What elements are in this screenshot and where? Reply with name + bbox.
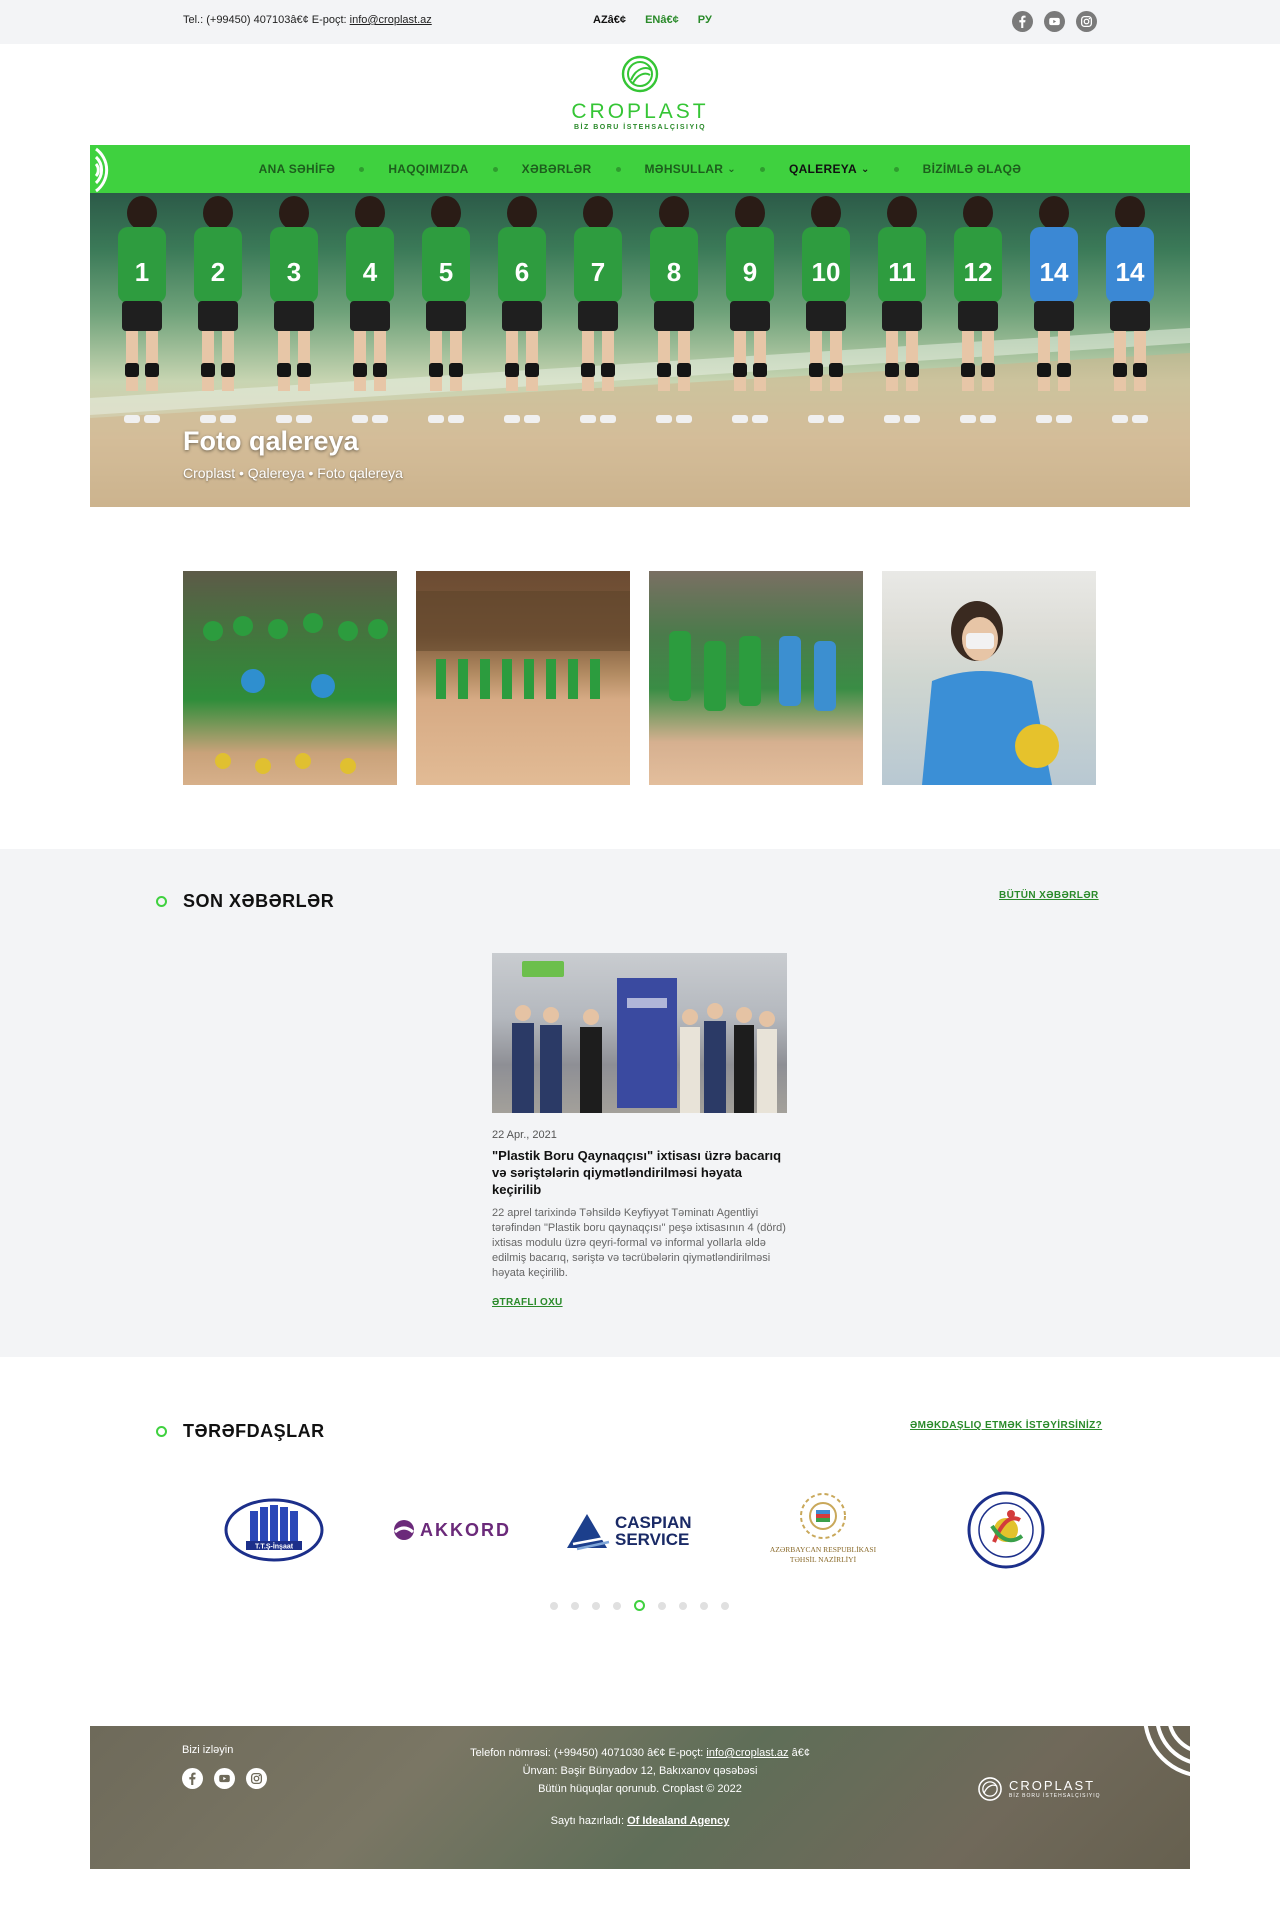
chevron-down-icon: ⌄ <box>860 163 870 175</box>
partner-logo-text: AKKORD <box>420 1520 512 1540</box>
footer-logo[interactable] <box>977 1776 1101 1802</box>
footer-brand: CROPLAST <box>1009 1778 1096 1793</box>
jersey-number: 2 <box>210 257 226 287</box>
youtube-icon[interactable] <box>1044 11 1065 32</box>
nav-item-label: QALEREYA <box>788 162 857 176</box>
ring-bullet-icon <box>156 1426 167 1437</box>
section-title: SON XƏBƏRLƏR <box>183 891 335 911</box>
email-link[interactable]: info@croplast.az <box>349 14 432 26</box>
follow-us-label: Bizi izləyin <box>182 1744 234 1756</box>
site-footer <box>90 1726 1190 1869</box>
partner-logo-caspian-service[interactable] <box>549 1480 732 1580</box>
partner-logo-subtext: TƏHSİL NAZİRLİYİ <box>789 1555 856 1564</box>
gallery-photo-team-huddle[interactable] <box>649 571 863 785</box>
agency-link[interactable]: Of Idealand Agency <box>627 1815 730 1827</box>
nav-item-label: ANA SƏHİFƏ <box>258 162 336 176</box>
footer-contact-info <box>350 1744 930 1830</box>
facebook-icon[interactable] <box>1012 11 1033 32</box>
news-headline[interactable]: "Plastik Boru Qaynaqçısı" ixtisası üzrə bacarıq və səriştələrin qiymətləndirilməsi həyata keçirilib <box>492 1148 782 1197</box>
jersey-number: 4 <box>362 257 378 287</box>
jersey-number: 11 <box>888 257 916 287</box>
nav-item-about[interactable] <box>388 162 468 176</box>
pagination-dot[interactable] <box>550 1602 558 1610</box>
partners-header <box>156 1421 325 1442</box>
top-bar <box>0 0 1280 44</box>
partners-pagination <box>550 1600 729 1611</box>
facebook-icon[interactable] <box>182 1768 203 1789</box>
jersey-number: 6 <box>514 257 530 287</box>
news-excerpt: 22 aprel tarixində Təhsildə Keyfiyyət Təminatı Agentliyi tərəfindən "Plastik boru qaynaqçısı" peşə ixtisasının 4 (dörd) ixtisas modulu üzrə qeyri-formal və informal yollarla əldə edilmiş bacarıq, səriştə və təcrübələrin qiymətləndirilməsi həyata keçirilib. <box>492 1207 786 1279</box>
partners-carousel <box>183 1480 1097 1580</box>
partner-logo-akkord[interactable] <box>366 1480 549 1580</box>
youtube-icon[interactable] <box>214 1768 235 1789</box>
photo-gallery <box>183 571 1097 785</box>
nav-item-gallery[interactable] <box>789 162 870 176</box>
jersey-number: 12 <box>963 257 993 287</box>
news-date: 22 Apr., 2021 <box>492 1129 557 1141</box>
nav-separator <box>616 167 621 172</box>
footer-address: Ünvan: Bəşir Bünyadov 12, Bakıxanov qəsəbəsi <box>522 1765 758 1777</box>
nav-separator <box>760 167 765 172</box>
nav-item-label: BİZİMLƏ ƏLAQƏ <box>922 162 1022 176</box>
nav-item-contact[interactable] <box>923 162 1022 176</box>
news-card-image[interactable] <box>492 953 787 1113</box>
all-news-link[interactable]: BÜTÜN XƏBƏRLƏR <box>999 890 1099 901</box>
lang-en[interactable]: ENâ€¢ <box>645 14 679 26</box>
nav-list <box>90 145 1190 193</box>
news-card[interactable] <box>492 953 787 1310</box>
hero-title: Foto qalereya <box>183 426 359 456</box>
hero-player <box>118 196 166 423</box>
partner-logo-subtext: SERVICE <box>614 1530 690 1549</box>
footer-email-link[interactable]: info@croplast.az <box>706 1747 789 1759</box>
contact-info <box>183 14 432 26</box>
logo-brand: CROPLAST <box>571 100 709 123</box>
lang-ru[interactable]: РУ <box>697 14 712 26</box>
social-links <box>1012 11 1097 32</box>
pagination-dot-active[interactable] <box>634 1600 645 1611</box>
hero-player <box>498 196 546 423</box>
instagram-icon[interactable] <box>1076 11 1097 32</box>
partner-logo-volleyball-federation[interactable] <box>914 1480 1097 1580</box>
footer-credits-label: Saytı hazırladı: <box>550 1815 624 1827</box>
jersey-number: 14 <box>1115 257 1145 287</box>
breadcrumb: Croplast • Qalereya • Foto qalereya <box>183 465 403 481</box>
footer-credits <box>350 1812 930 1830</box>
jersey-number: 9 <box>742 257 758 287</box>
jersey-number: 8 <box>666 257 682 287</box>
gallery-photo-team-celebration[interactable] <box>183 571 397 785</box>
chevron-down-icon: ⌄ <box>727 163 736 175</box>
nav-item-home[interactable] <box>259 162 336 176</box>
jersey-number: 1 <box>134 257 150 287</box>
footer-corner-arc-decoration <box>1135 1726 1190 1786</box>
pagination-dot[interactable] <box>658 1602 666 1610</box>
section-title: TƏRƏFDAŞLAR <box>183 1421 325 1441</box>
news-header <box>156 891 334 912</box>
footer-social-links <box>182 1768 267 1789</box>
footer-email-suffix: â€¢ <box>791 1747 810 1759</box>
instagram-icon[interactable] <box>246 1768 267 1789</box>
jersey-number: 7 <box>590 257 606 287</box>
nav-item-label: XƏBƏRLƏR <box>521 162 592 176</box>
partner-logo-text: T.T.Ş-İnşaat <box>255 1543 294 1551</box>
nav-item-label: MƏHSULLAR <box>644 162 724 176</box>
site-logo[interactable] <box>560 54 720 134</box>
jersey-number: 10 <box>811 257 841 287</box>
nav-item-news[interactable] <box>522 162 592 176</box>
partner-logo-tts-insaat[interactable] <box>183 1480 366 1580</box>
partner-logo-education-ministry[interactable] <box>731 1480 914 1580</box>
pagination-dot[interactable] <box>721 1602 729 1610</box>
footer-phone-line <box>350 1744 930 1762</box>
read-more-link[interactable]: ƏTRAFLI OXU <box>492 1297 563 1308</box>
hero-team-photo <box>90 193 1190 507</box>
footer-copyright: Bütün hüquqlar qorunub. Croplast © 2022 <box>538 1783 742 1795</box>
contact-text: Tel.: (+99450) 407103â€¢ E-poçt: <box>183 14 347 26</box>
language-switcher <box>593 14 728 26</box>
news-section <box>0 849 1280 1357</box>
pagination-dot[interactable] <box>592 1602 600 1610</box>
nav-separator <box>359 167 364 172</box>
pagination-dot[interactable] <box>679 1602 687 1610</box>
jersey-number: 3 <box>286 257 302 287</box>
croplast-logo-mark <box>977 1776 1003 1802</box>
main-nav <box>90 145 1190 193</box>
pagination-dot[interactable] <box>613 1602 621 1610</box>
ring-bullet-icon <box>156 896 167 907</box>
jersey-number: 14 <box>1039 257 1069 287</box>
pagination-dot[interactable] <box>700 1602 708 1610</box>
nav-item-label: HAQQIMIZDA <box>388 162 469 176</box>
partner-logo-text: AZƏRBAYCAN RESPUBLİKASI <box>769 1545 876 1554</box>
gallery-photo-player-14[interactable] <box>882 571 1096 785</box>
partner-logo-text: CASPIAN <box>614 1513 692 1532</box>
pagination-dot[interactable] <box>571 1602 579 1610</box>
logo-tagline: BİZ BORU İSTEHSALÇISIYIQ <box>573 124 707 131</box>
croplast-logo-mark <box>620 54 660 94</box>
footer-phone-text: Telefon nömrəsi: (+99450) 4071030 â€¢ E-poçt: <box>470 1747 704 1759</box>
lang-az[interactable]: AZâ€¢ <box>593 14 627 26</box>
footer-tagline: BİZ BORU İSTEHSALÇISIYIQ <box>1009 1793 1101 1799</box>
footer-logo-text <box>1009 1779 1101 1799</box>
cooperate-link[interactable]: ƏMƏKDAŞLIQ ETMƏK İSTƏYİRSİNİZ? <box>910 1420 1103 1431</box>
nav-item-products[interactable] <box>645 162 736 176</box>
gallery-photo-team-line[interactable] <box>416 571 630 785</box>
jersey-number: 5 <box>438 257 454 287</box>
nav-separator <box>493 167 498 172</box>
nav-separator <box>894 167 899 172</box>
hero-banner <box>90 193 1190 507</box>
